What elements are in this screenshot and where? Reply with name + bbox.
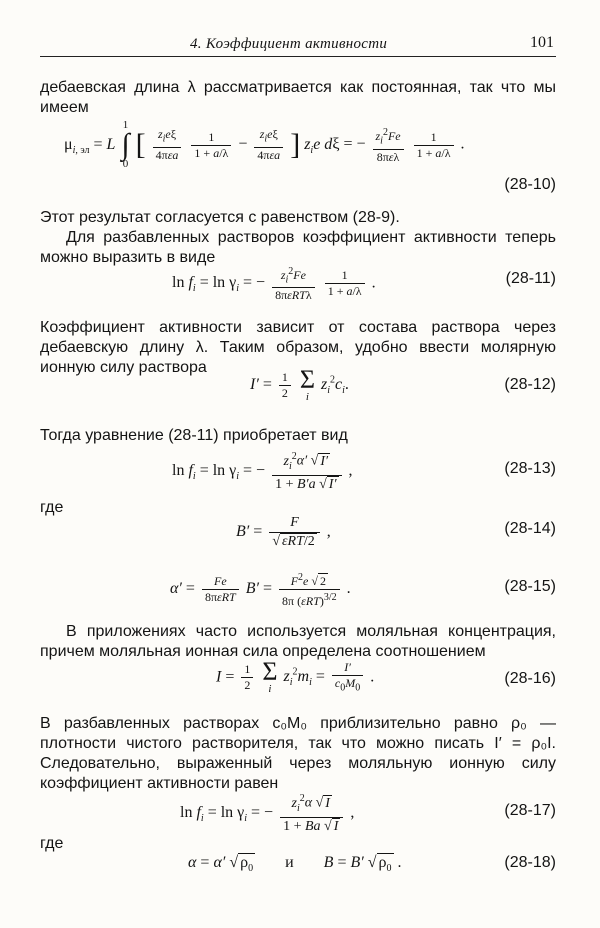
paragraph-3: Для разбавленных растворов коэффициент активности теперь можно выразить в виде (40, 229, 556, 266)
equation-number-28-16: (28-16) (504, 670, 556, 687)
equation-28-11: $\ln f_i = \ln \gamma_i$ = − $\frac{z_i^2Fe}{\text{8πεRTλ}}$ $\frac{1}{1 + a/\lambda}$ . (172, 266, 376, 303)
equation-number-28-12: (28-12) (504, 376, 556, 393)
equation-number-28-10: (28-10) (504, 176, 556, 193)
paragraph-2: Этот результат согласуется с равенством (28-9). (40, 209, 400, 226)
equation-number-28-11: (28-11) (505, 270, 556, 287)
equation-number-28-15: (28-15) (504, 578, 556, 595)
equation-28-18: α = α′ √ $\rho_0$ и B = B′ √ $\rho_0$ . (188, 854, 402, 875)
equation-number-28-13: (28-13) (504, 460, 556, 477)
header-title: 4. Коэффициент активности (190, 36, 388, 52)
equation-28-15: α′ = $\frac{Fe}{\text{8πεRT}}$ B′ = $\frac{F^2e √ 2}{8\pi (\varepsilon RT)^{3/2}}$ . (170, 572, 351, 608)
equation-28-13: $\ln f_i = \ln \gamma_i$ = − $\frac{z_i^2\alpha' √ I'}{1 + B'a √ I'}$ , (172, 451, 353, 493)
paragraph-5: Тогда уравнение (28-11) приобретает вид (40, 427, 348, 444)
equation-28-12: I′ = $\frac{1}{2}$ Σ i $z_i^2c_i$. (250, 365, 349, 403)
equation-number-28-18: (28-18) (504, 854, 556, 871)
equation-28-17: $\ln f_i = \ln \gamma_i$ = − $\frac{z_i^2\alpha √ I}{1 + Ba √ I}$ , (180, 793, 355, 835)
paragraph-6: где (40, 499, 64, 516)
paragraph-7: В приложениях часто используется моляльная концентрация, причем моляльная ионная сила определена соотношением (40, 623, 556, 660)
paragraph-4: Коэффициент активности зависит от состава раствора через дебаевскую длину λ. Таким образом, удобно ввести молярную ионную силу раствора (40, 319, 556, 376)
paragraph-1: дебаевская длина λ рассматривается как постоянная, так что мы имеем (40, 79, 556, 116)
paragraph-9: где (40, 835, 64, 852)
equation-number-28-14: (28-14) (504, 520, 556, 537)
equation-28-14: B′ = $\frac{F}{\text{√ εRT/2}}$ , (236, 515, 331, 549)
equation-28-16: I = $\frac{1}{2}$ Σ i $z_i^2m_i$ = $\frac{I'}{c_0M_0}$ . (216, 657, 375, 696)
running-header (40, 30, 556, 57)
equation-28-10: $\mu_{i, эл} = L$ 1 ∫ 0 [ $\frac{z_ie\xi}{\text{4πεa}}$ $\frac{1}{1 + a/\lambda}$ − $\frac{z_ie\xi}{\text{4πεa}}$ ] $z_ie$ dξ = − $\frac{z_i^2Fe}{\text{8πελ}}$ $\frac{1}{1 + a/\lambda}$ . (64, 119, 465, 170)
paragraph-8: В разбавленных растворах c₀M₀ приблизительно равно ρ₀ — плотности чистого растворителя, так что можно писать I′ = ρ₀I. Следовательно, выраженный через моляльную ионную силу коэффициент активности равен (40, 715, 556, 792)
equation-number-28-17: (28-17) (504, 802, 556, 819)
page-number: 101 (530, 34, 554, 51)
